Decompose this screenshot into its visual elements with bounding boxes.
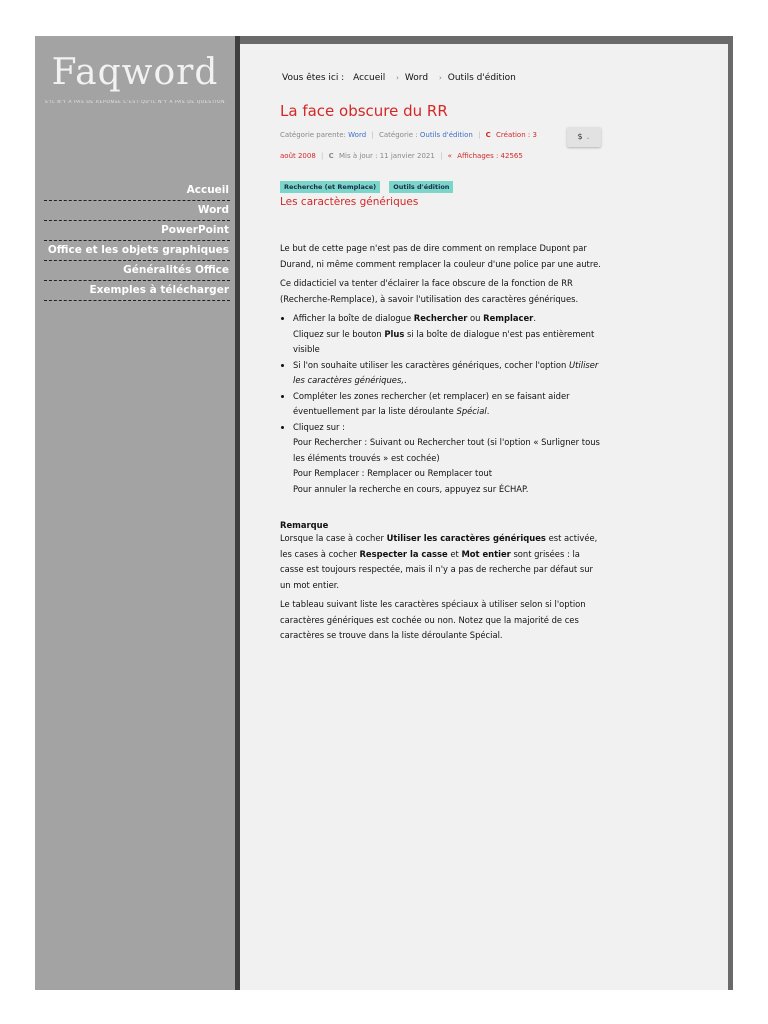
meta-parent-link[interactable]: Word [348, 131, 367, 139]
remarque-section [280, 519, 604, 644]
meta-category-label: Catégorie : [378, 131, 418, 139]
tag-outils-edition[interactable]: Outils d'édition [389, 181, 453, 193]
breadcrumb-link-accueil[interactable]: Accueil [353, 73, 386, 83]
list-item: • Compléter les zones rechercher (et remplacer) en se faisant aider éventuellement par la liste déroulante Spécial. [293, 389, 604, 420]
meta-parent-label: Catégorie parente: [280, 131, 346, 139]
nav-item-powerpoint[interactable]: PowerPoint [44, 221, 230, 241]
breadcrumb [282, 73, 516, 83]
article-subtitle: Les caractères génériques [280, 196, 419, 208]
meta-created-date: août 2008 [280, 152, 316, 160]
list-item: • Si l'on souhaite utiliser les caractères génériques, cocher l'option Utiliser les caractères génériques,. [293, 358, 604, 389]
remarque-title: Remarque [280, 520, 329, 530]
paragraph: Ce didacticiel va tenter d'éclairer la face obscure de la fonction de RR (Recherche-Remplace), à savoir l'utilisation des caractères génériques. [280, 278, 579, 304]
meta-views: Affichages : 42565 [457, 152, 523, 160]
tag-recherche[interactable]: Recherche (et Remplace) [280, 181, 380, 193]
meta-category-link[interactable]: Outils d'édition [419, 131, 473, 139]
share-button[interactable] [567, 127, 601, 147]
breadcrumb-current: Outils d'édition [447, 73, 516, 83]
updated-icon: C [328, 152, 334, 160]
paragraph: Lorsque la case à cocher Utiliser les caractères génériques est activée, les cases à cocher Respecter la casse et Mot entier sont grisées : la casse est toujours respectée, mais il n'y a pas de recherche par défaut sur un mot entier. [280, 533, 598, 590]
views-icon: « [447, 152, 452, 160]
site-logo[interactable]: Faqword [51, 52, 219, 93]
list-item: • Cliquez sur : Pour Rechercher : Suivant ou Rechercher tout (si l'option « Surligner tous les éléments trouvés » est cochée) Pour Remplacer : Remplacer ou Remplacer tout Pour annuler la recherche en cours, appuyez sur ÉCHAP. [293, 420, 604, 498]
breadcrumb-prefix: Vous êtes ici : [282, 73, 345, 83]
article-body [280, 241, 604, 648]
list-item: • Afficher la boîte de dialogue Rechercher ou Remplacer. Cliquez sur le bouton Plus si la boîte de dialogue n'est pas entièrement visible [293, 311, 604, 358]
breadcrumb-separator-icon: › [396, 74, 399, 82]
chevron-down-icon: ⌄ [585, 134, 591, 141]
created-icon: C [485, 131, 491, 139]
article-meta-dates: août 2008 | C Mis à jour : 11 janvier 2021 | « Affichages : 42565 [280, 152, 523, 160]
main-content [240, 44, 728, 990]
article-title: La face obscure du RR [280, 102, 448, 120]
tag-list [280, 174, 457, 193]
sidebar [35, 36, 235, 990]
breadcrumb-link-word[interactable]: Word [404, 73, 429, 83]
nav-item-generalites[interactable]: Généralités Office [44, 261, 230, 281]
dollar-icon: $ [577, 132, 583, 141]
nav-item-accueil[interactable]: Accueil [44, 181, 230, 201]
main-nav [44, 181, 230, 301]
breadcrumb-separator-icon: › [438, 74, 442, 82]
meta-created: Création : 3 [496, 131, 537, 139]
site-tagline: S'IL N'Y A PAS DE RÉPONSE C'EST QU'IL N'Y A PAS DE QUESTION [44, 100, 226, 105]
steps-list [280, 311, 604, 497]
article-meta: Catégorie parente: Word | Catégorie : Outils d'édition | C Création : 3 [280, 131, 537, 139]
nav-item-exemples[interactable]: Exemples à télécharger [44, 281, 230, 301]
nav-item-office-objets[interactable]: Office et les objets graphiques [44, 241, 230, 261]
paragraph: Le tableau suivant liste les caractères spéciaux à utiliser selon si l'option caractères génériques est cochée ou non. Notez que la majorité de ces caractères se trouve dans la liste déroulante Spécial. [280, 599, 586, 640]
paragraph: Le but de cette page n'est pas de dire comment on remplace Dupont par Durand, ni même comment remplacer la couleur d'une police par une autre. [280, 243, 601, 269]
nav-item-word[interactable]: Word [44, 201, 230, 221]
meta-updated: Mis à jour : 11 janvier 2021 [339, 152, 435, 160]
